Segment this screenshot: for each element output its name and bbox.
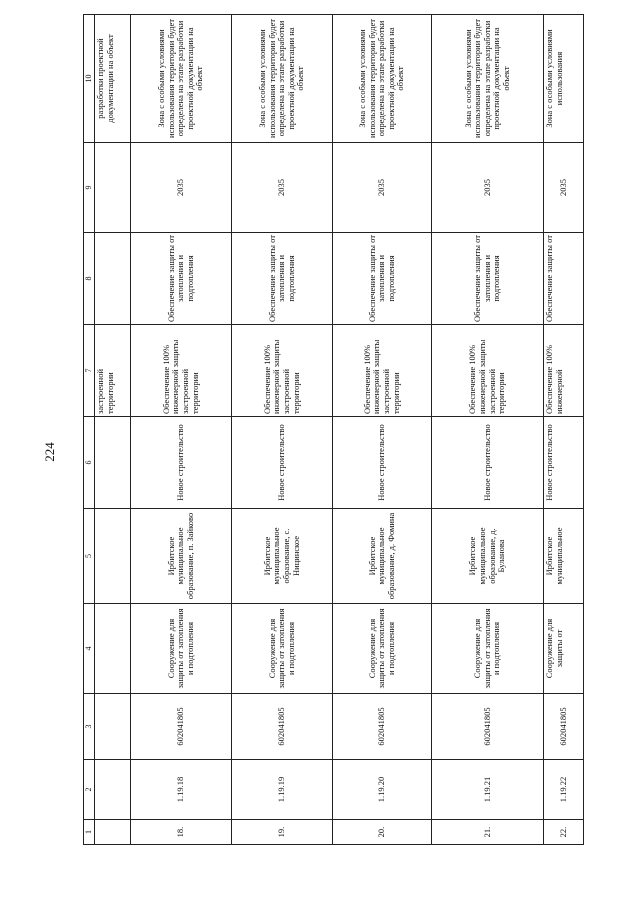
object-id: 1.19.22 [544,760,584,820]
header-cell: 6 [84,417,95,509]
restriction-zone: Зона с особыми условиями использования территории будет определена на этапе разработки проектной документации на объект [131,15,232,143]
continuation-zone: разработки проектной документации на объект [95,15,131,143]
construction-type: Новое строительство [131,417,232,509]
object-name: Сооружение для защиты от затопления и подтопления [232,604,333,694]
object-id: 1.19.21 [432,760,544,820]
restriction-zone: Зона с особыми условиями использования территории будет определена на этапе разработки проектной документации на объект [432,15,544,143]
table-row [544,15,584,845]
object-code: 602041805 [131,694,232,760]
restriction-zone: Зона с особыми условиями использования территории будет определена на этапе разработки проектной документации на объект [232,15,333,143]
object-goal: Обеспечение защиты от [544,233,584,325]
completion-year: 2035 [131,143,232,233]
object-code: 602041805 [432,694,544,760]
header-cell: 8 [84,233,95,325]
object-goal: Обеспечение защиты от затопления и подтопления [333,233,432,325]
row-number: 18. [131,820,232,845]
object-name: Сооружение для защиты от затопления и подтопления [432,604,544,694]
empty-cell [95,233,131,325]
empty-cell [95,417,131,509]
object-goal: Обеспечение защиты от затопления и подтопления [232,233,333,325]
empty-cell [95,143,131,233]
page-number: 224 [42,442,57,462]
construction-type: Новое строительство [544,417,584,509]
table-row [432,15,544,845]
object-code: 602041805 [232,694,333,760]
object-code: 602041805 [333,694,432,760]
completion-year: 2035 [432,143,544,233]
header-cell: 9 [84,143,95,233]
object-purpose: Обеспечение 100% инженерной защиты застроенной территории [232,325,333,417]
table-row [131,15,232,845]
row-number: 21. [432,820,544,845]
header-cell: 10 [84,15,95,143]
empty-cell [95,604,131,694]
object-location: Ирбитское муниципальное образование, п. Зайково [131,509,232,604]
construction-type: Новое строительство [232,417,333,509]
object-location: Ирбитское муниципальное образование, с. Ницинское [232,509,333,604]
continuation-row [95,15,131,845]
object-purpose: Обеспечение 100% инженерной защиты застроенной территории [333,325,432,417]
empty-cell [95,820,131,845]
row-number: 20. [333,820,432,845]
object-purpose: Обеспечение 100% инженерной [544,325,584,417]
completion-year: 2035 [232,143,333,233]
table-row [232,15,333,845]
object-goal: Обеспечение защиты от затопления и подтопления [131,233,232,325]
header-cell: 2 [84,760,95,820]
object-name: Сооружение для защиты от затопления и подтопления [131,604,232,694]
header-cell: 1 [84,820,95,845]
header-cell: 4 [84,604,95,694]
object-name: Сооружение для защиты от затопления и подтопления [333,604,432,694]
header-cell: 5 [84,509,95,604]
object-purpose: Обеспечение 100% инженерной защиты застроенной территории [432,325,544,417]
completion-year: 2035 [544,143,584,233]
header-row [84,15,95,845]
rotated-table-wrapper [83,15,583,845]
object-id: 1.19.19 [232,760,333,820]
continuation-purpose: застроенной территории [95,325,131,417]
table-row [333,15,432,845]
header-cell: 3 [84,694,95,760]
empty-cell [95,509,131,604]
empty-cell [95,760,131,820]
row-number: 19. [232,820,333,845]
object-name: Сооружение для защиты от [544,604,584,694]
restriction-zone: Зона с особыми условиями использования территории будет определена на этапе разработки проектной документации на объект [333,15,432,143]
object-id: 1.19.20 [333,760,432,820]
object-code: 602041805 [544,694,584,760]
object-goal: Обеспечение защиты от затопления и подтопления [432,233,544,325]
object-location: Ирбитское муниципальное образование, д. Буланова [432,509,544,604]
completion-year: 2035 [333,143,432,233]
empty-cell [95,694,131,760]
object-location: Ирбитское муниципальное [544,509,584,604]
construction-type: Новое строительство [432,417,544,509]
object-location: Ирбитское муниципальное образование, д. Фомина [333,509,432,604]
header-cell: 7 [84,325,95,417]
row-number: 22. [544,820,584,845]
construction-type: Новое строительство [333,417,432,509]
objects-table [83,14,584,845]
restriction-zone: Зона с особыми условиями использования [544,15,584,143]
object-purpose: Обеспечение 100% инженерной защиты застроенной территории [131,325,232,417]
object-id: 1.19.18 [131,760,232,820]
